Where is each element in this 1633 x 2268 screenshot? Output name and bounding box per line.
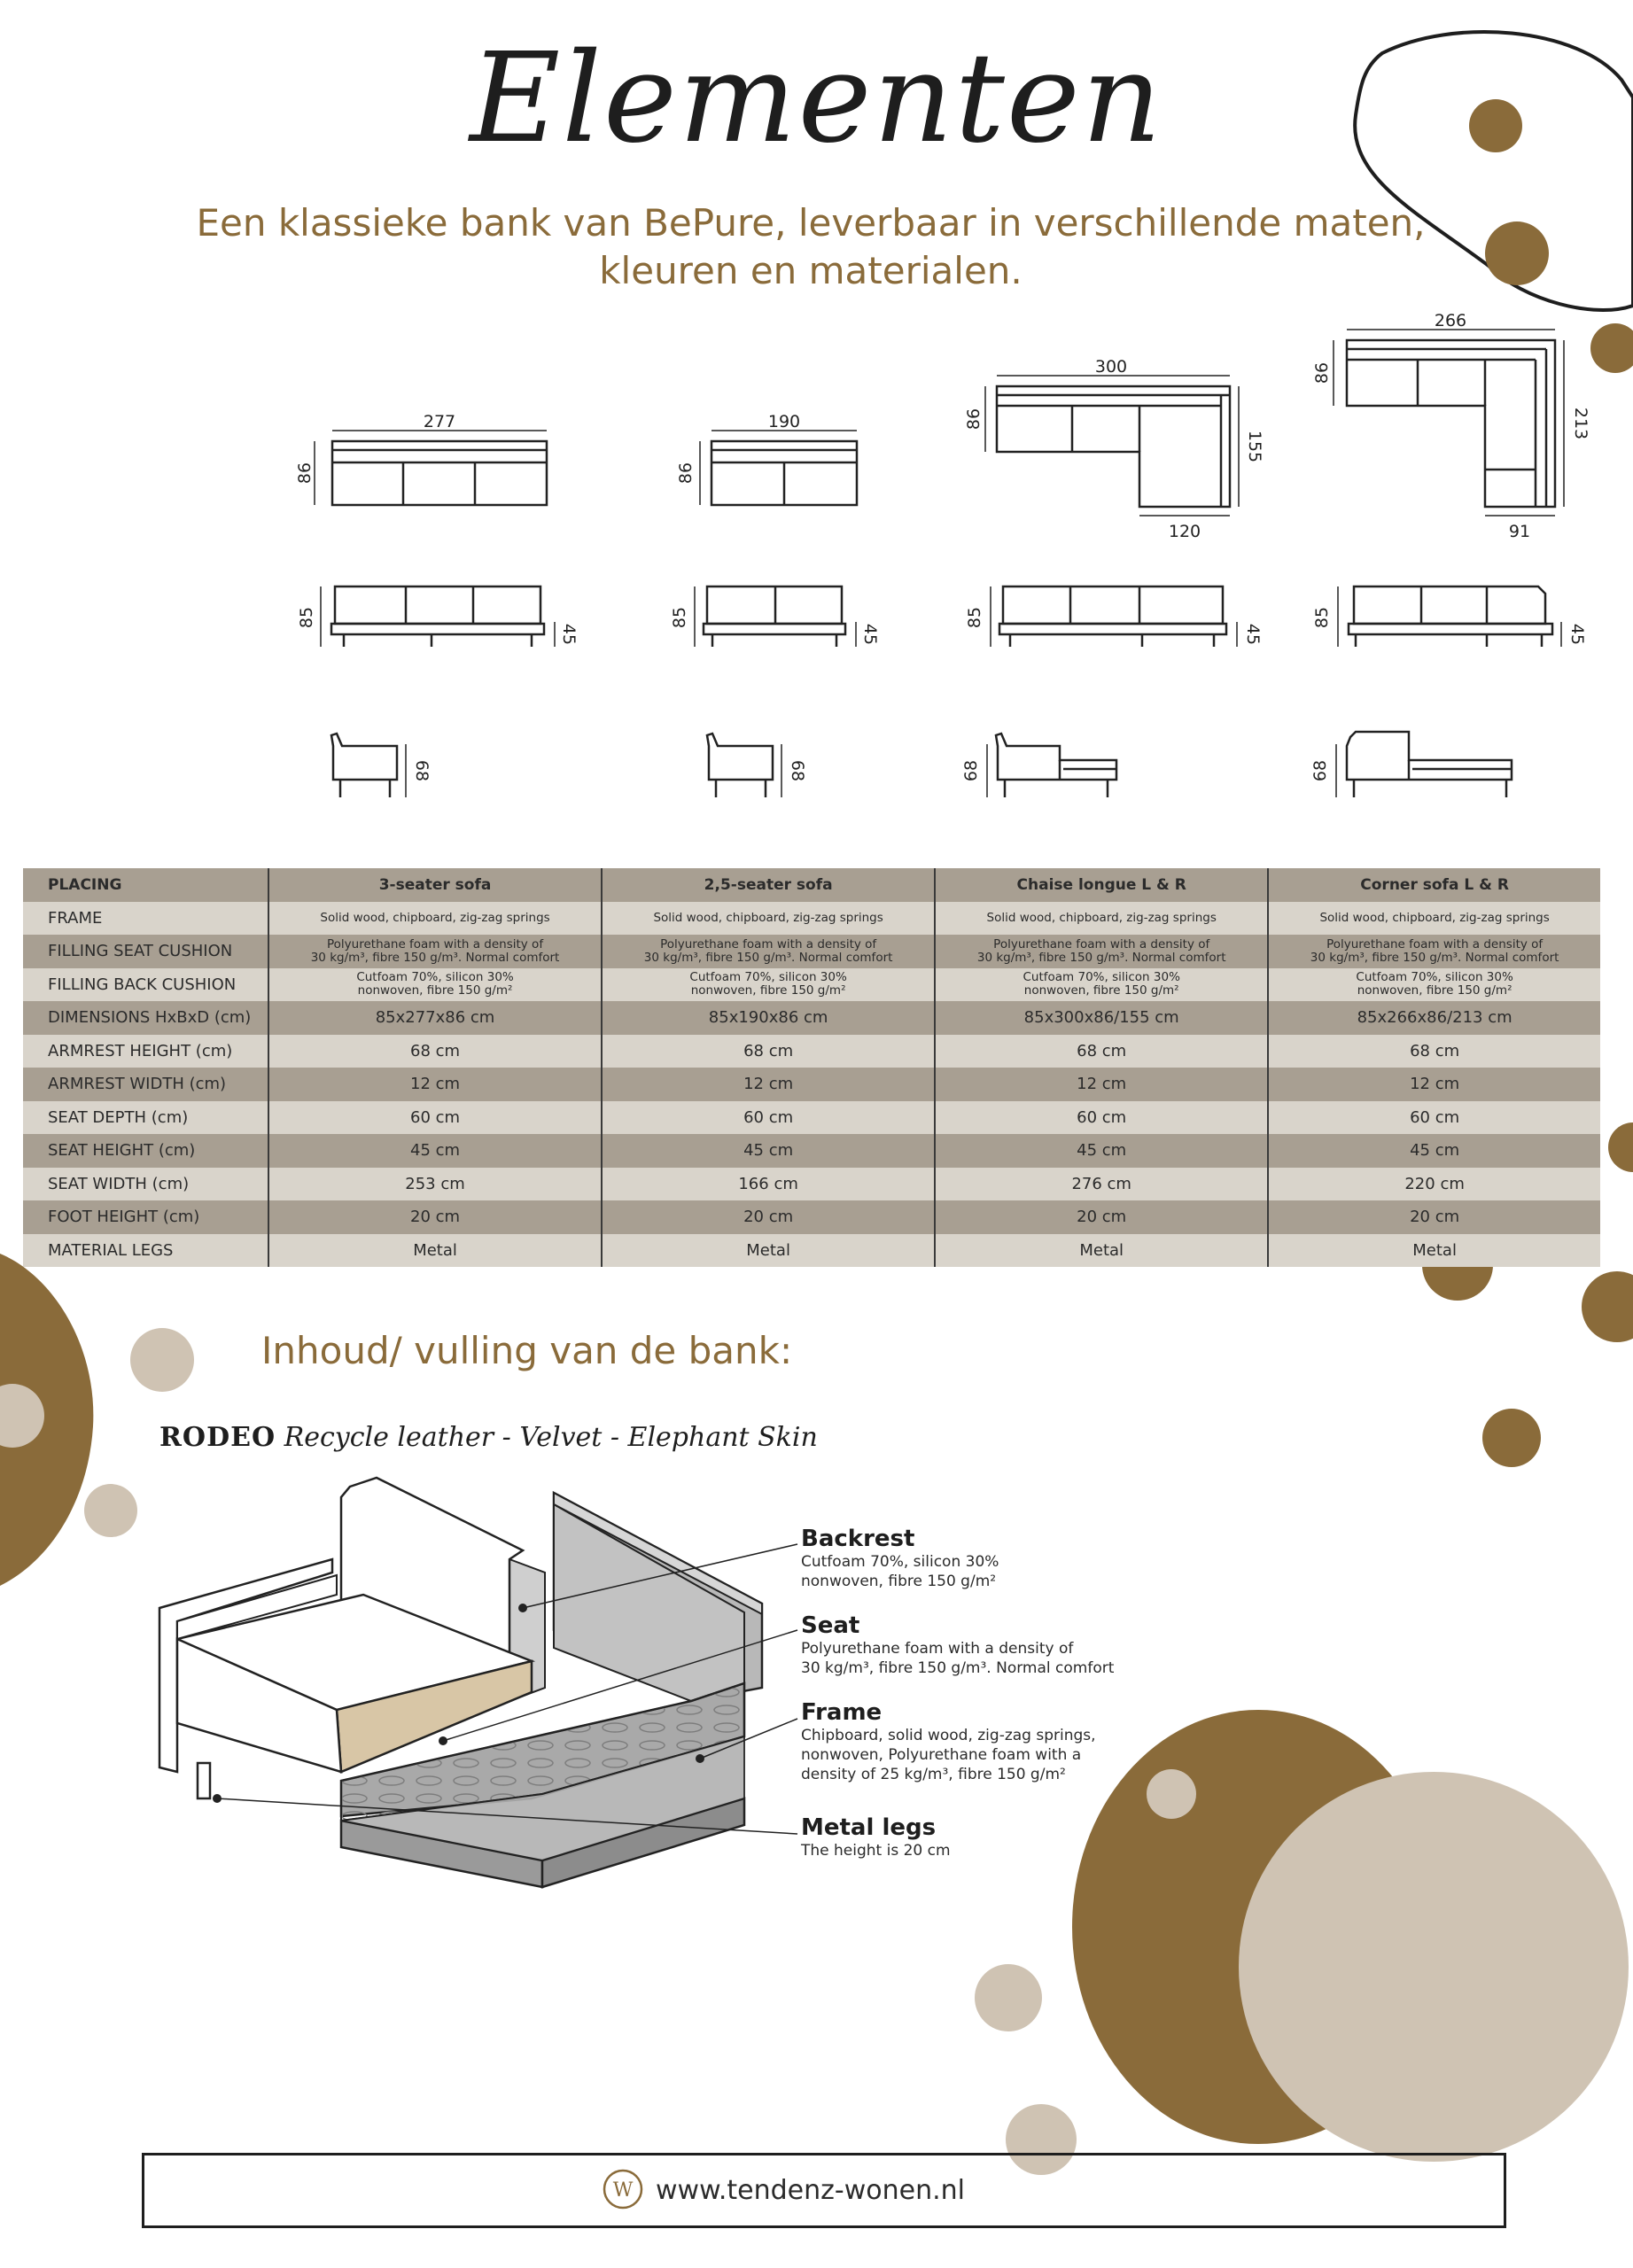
- table-cell: 20 cm: [602, 1200, 935, 1234]
- table-cell: 68 cm: [602, 1035, 935, 1068]
- table-cell: Solid wood, chipboard, zig-zag springs: [1268, 902, 1600, 936]
- dot-blob: [1482, 1409, 1541, 1467]
- corner-top-view: [1312, 311, 1590, 541]
- dot-blob: [975, 1964, 1042, 2031]
- dim-label: 91: [1508, 522, 1531, 541]
- table-cell: 45 cm: [602, 1134, 935, 1168]
- callout-heading: Backrest: [801, 1526, 915, 1552]
- row-label: FRAME: [23, 902, 268, 936]
- dot-blob: [1485, 221, 1549, 285]
- dim-label: 155: [1245, 430, 1264, 463]
- callout-heading: Metal legs: [801, 1814, 937, 1841]
- callout-text: Cutfoam 70%, silicon 30% nonwoven, fibre 150 g/m²: [801, 1553, 999, 1590]
- dim-label: 45: [1243, 623, 1263, 646]
- sofa3-front-view: [297, 586, 579, 647]
- dot-blob: [84, 1484, 137, 1537]
- dim-label: 86: [964, 408, 984, 431]
- dot-blob: [1582, 1271, 1633, 1342]
- row-label: DIMENSIONS HxBxD (cm): [23, 1001, 268, 1035]
- table-cell: 20 cm: [935, 1200, 1268, 1234]
- callout-backrest: [801, 1526, 999, 1591]
- sofa-drawings: [0, 301, 1633, 815]
- sofa25-side-view: [707, 734, 807, 797]
- collection-materials: Recycle leather - Velvet - Elephant Skin: [284, 1422, 818, 1453]
- table-cell: 12 cm: [268, 1068, 602, 1101]
- dim-label: 190: [767, 412, 801, 431]
- sofa3-top-view: [295, 412, 547, 505]
- table-row: [23, 1001, 1600, 1035]
- dim-label: 266: [1434, 311, 1467, 330]
- section-heading: Inhoud/ vulling van de bank:: [261, 1329, 793, 1372]
- table-cell: 276 cm: [935, 1168, 1268, 1201]
- table-cell: 60 cm: [268, 1101, 602, 1135]
- dot-blob: [130, 1328, 194, 1392]
- sofa3-side-view: [331, 734, 432, 797]
- table-cell: 253 cm: [268, 1168, 602, 1201]
- logo-letter: W: [612, 2179, 634, 2202]
- dim-label: 45: [1567, 623, 1587, 646]
- table-cell: 60 cm: [602, 1101, 935, 1135]
- table-cell: Cutfoam 70%, silicon 30% nonwoven, fibre 150 g/m²: [935, 968, 1268, 1002]
- table-cell: Solid wood, chipboard, zig-zag springs: [602, 902, 935, 936]
- dim-label: 85: [965, 606, 984, 629]
- table-cell: 220 cm: [1268, 1168, 1600, 1201]
- table-header: 3-seater sofa: [268, 868, 602, 902]
- table-cell: 20 cm: [1268, 1200, 1600, 1234]
- dim-label: 86: [676, 462, 696, 485]
- table-cell: 12 cm: [602, 1068, 935, 1101]
- table-cell: 68 cm: [268, 1035, 602, 1068]
- row-label: SEAT HEIGHT (cm): [23, 1134, 268, 1168]
- table-header: 2,5-seater sofa: [602, 868, 935, 902]
- chaise-side-view: [961, 734, 1116, 797]
- table-header: Chaise longue L & R: [935, 868, 1268, 902]
- sofa25-front-view: [670, 586, 880, 647]
- callout-seat: [801, 1612, 1114, 1678]
- collection-name: RODEO: [159, 1422, 276, 1453]
- logo-icon: [603, 2169, 643, 2210]
- chaise-top-view: [964, 357, 1264, 541]
- table-cell: Cutfoam 70%, silicon 30% nonwoven, fibre 150 g/m²: [268, 968, 602, 1002]
- dim-label: 85: [297, 606, 316, 629]
- table-cell: Polyurethane foam with a density of 30 kg/m³, fibre 150 g/m³. Normal comfort: [268, 935, 602, 968]
- table-row: [23, 902, 1600, 936]
- dot-blob: [1147, 1769, 1196, 1819]
- table-cell: Polyurethane foam with a density of 30 kg/m³, fibre 150 g/m³. Normal comfort: [1268, 935, 1600, 968]
- table-cell: 12 cm: [935, 1068, 1268, 1101]
- callout-heading: Seat: [801, 1612, 860, 1639]
- dim-label: 68: [1310, 759, 1330, 782]
- big-blob-light: [1239, 1772, 1629, 2162]
- row-label: FILLING SEAT CUSHION: [23, 935, 268, 968]
- dim-label: 68: [412, 759, 432, 782]
- table-cell: 166 cm: [602, 1168, 935, 1201]
- table-cell: 85x277x86 cm: [268, 1001, 602, 1035]
- table-cell: 45 cm: [1268, 1134, 1600, 1168]
- table-cell: Polyurethane foam with a density of 30 kg/m³, fibre 150 g/m³. Normal comfort: [602, 935, 935, 968]
- table-header: PLACING: [23, 868, 268, 902]
- row-label: SEAT WIDTH (cm): [23, 1168, 268, 1201]
- table-cell: 85x266x86/213 cm: [1268, 1001, 1600, 1035]
- row-label: ARMREST HEIGHT (cm): [23, 1035, 268, 1068]
- table-row: [23, 1168, 1600, 1201]
- row-label: FILLING BACK CUSHION: [23, 968, 268, 1002]
- corner-side-view: [1310, 732, 1512, 797]
- table-header: Corner sofa L & R: [1268, 868, 1600, 902]
- page-subtitle: Een klassieke bank van BePure, leverbaar in verschillende maten, kleuren en materialen.: [196, 201, 1426, 292]
- dim-label: 68: [788, 759, 807, 782]
- table-cell: 60 cm: [1268, 1101, 1600, 1135]
- row-label: MATERIAL LEGS: [23, 1234, 268, 1268]
- table-cell: 45 cm: [935, 1134, 1268, 1168]
- dim-label: 120: [1168, 522, 1201, 541]
- callout-metal-legs: [801, 1814, 951, 1860]
- table-cell: Cutfoam 70%, silicon 30% nonwoven, fibre 150 g/m²: [602, 968, 935, 1002]
- sofa25-top-view: [676, 412, 857, 505]
- dot-blob: [1608, 1122, 1633, 1172]
- table-cell: 45 cm: [268, 1134, 602, 1168]
- table-row: [23, 1068, 1600, 1101]
- table-row: [23, 1101, 1600, 1135]
- table-cell: Solid wood, chipboard, zig-zag springs: [935, 902, 1268, 936]
- callout-text: Chipboard, solid wood, zig-zag springs, nonwoven, Polyurethane foam with a density of 25 kg/m³, fibre 150 g/m²: [801, 1727, 1096, 1783]
- table-cell: Metal: [1268, 1234, 1600, 1268]
- dim-label: 213: [1571, 407, 1590, 440]
- dim-label: 86: [1312, 361, 1332, 384]
- table-cell: 68 cm: [1268, 1035, 1600, 1068]
- table-cell: Metal: [935, 1234, 1268, 1268]
- sofa-cutaway-illustration: [151, 1471, 806, 1896]
- table-cell: Solid wood, chipboard, zig-zag springs: [268, 902, 602, 936]
- table-cell: Metal: [602, 1234, 935, 1268]
- table-row: [23, 968, 1600, 1002]
- table-row: [23, 1200, 1600, 1234]
- dim-label: 300: [1094, 357, 1128, 377]
- corner-front-view: [1312, 586, 1587, 647]
- table-cell: 68 cm: [935, 1035, 1268, 1068]
- table-row: [23, 1234, 1600, 1268]
- table-cell: 20 cm: [268, 1200, 602, 1234]
- dim-label: 86: [295, 462, 315, 485]
- collection-line: [159, 1422, 818, 1453]
- row-label: FOOT HEIGHT (cm): [23, 1200, 268, 1234]
- website-link[interactable]: www.tendenz-wonen.nl: [656, 2175, 965, 2206]
- row-label: SEAT DEPTH (cm): [23, 1101, 268, 1135]
- table-row: [23, 935, 1600, 968]
- page-title: Elementen: [470, 27, 1163, 171]
- table-row: [23, 1035, 1600, 1068]
- chaise-front-view: [965, 586, 1263, 647]
- dim-label: 85: [1312, 606, 1332, 629]
- dim-label: 45: [559, 623, 579, 646]
- dim-label: 68: [961, 759, 981, 782]
- callout-frame: [801, 1699, 1096, 1784]
- table-cell: 85x190x86 cm: [602, 1001, 935, 1035]
- callout-text: The height is 20 cm: [801, 1842, 951, 1860]
- table-row: [23, 1134, 1600, 1168]
- spec-table: [23, 868, 1600, 1267]
- table-cell: Metal: [268, 1234, 602, 1268]
- dim-label: 277: [423, 412, 456, 431]
- callout-heading: Frame: [801, 1699, 883, 1726]
- table-header-row: [23, 868, 1600, 902]
- table-cell: Cutfoam 70%, silicon 30% nonwoven, fibre 150 g/m²: [1268, 968, 1600, 1002]
- dim-label: 85: [670, 606, 689, 629]
- table-cell: 12 cm: [1268, 1068, 1600, 1101]
- table-cell: Polyurethane foam with a density of 30 kg/m³, fibre 150 g/m³. Normal comfort: [935, 935, 1268, 968]
- row-label: ARMREST WIDTH (cm): [23, 1068, 268, 1101]
- table-cell: 85x300x86/155 cm: [935, 1001, 1268, 1035]
- dim-label: 45: [860, 623, 880, 646]
- callout-text: Polyurethane foam with a density of 30 kg/m³, fibre 150 g/m³. Normal comfort: [801, 1640, 1115, 1677]
- table-cell: 60 cm: [935, 1101, 1268, 1135]
